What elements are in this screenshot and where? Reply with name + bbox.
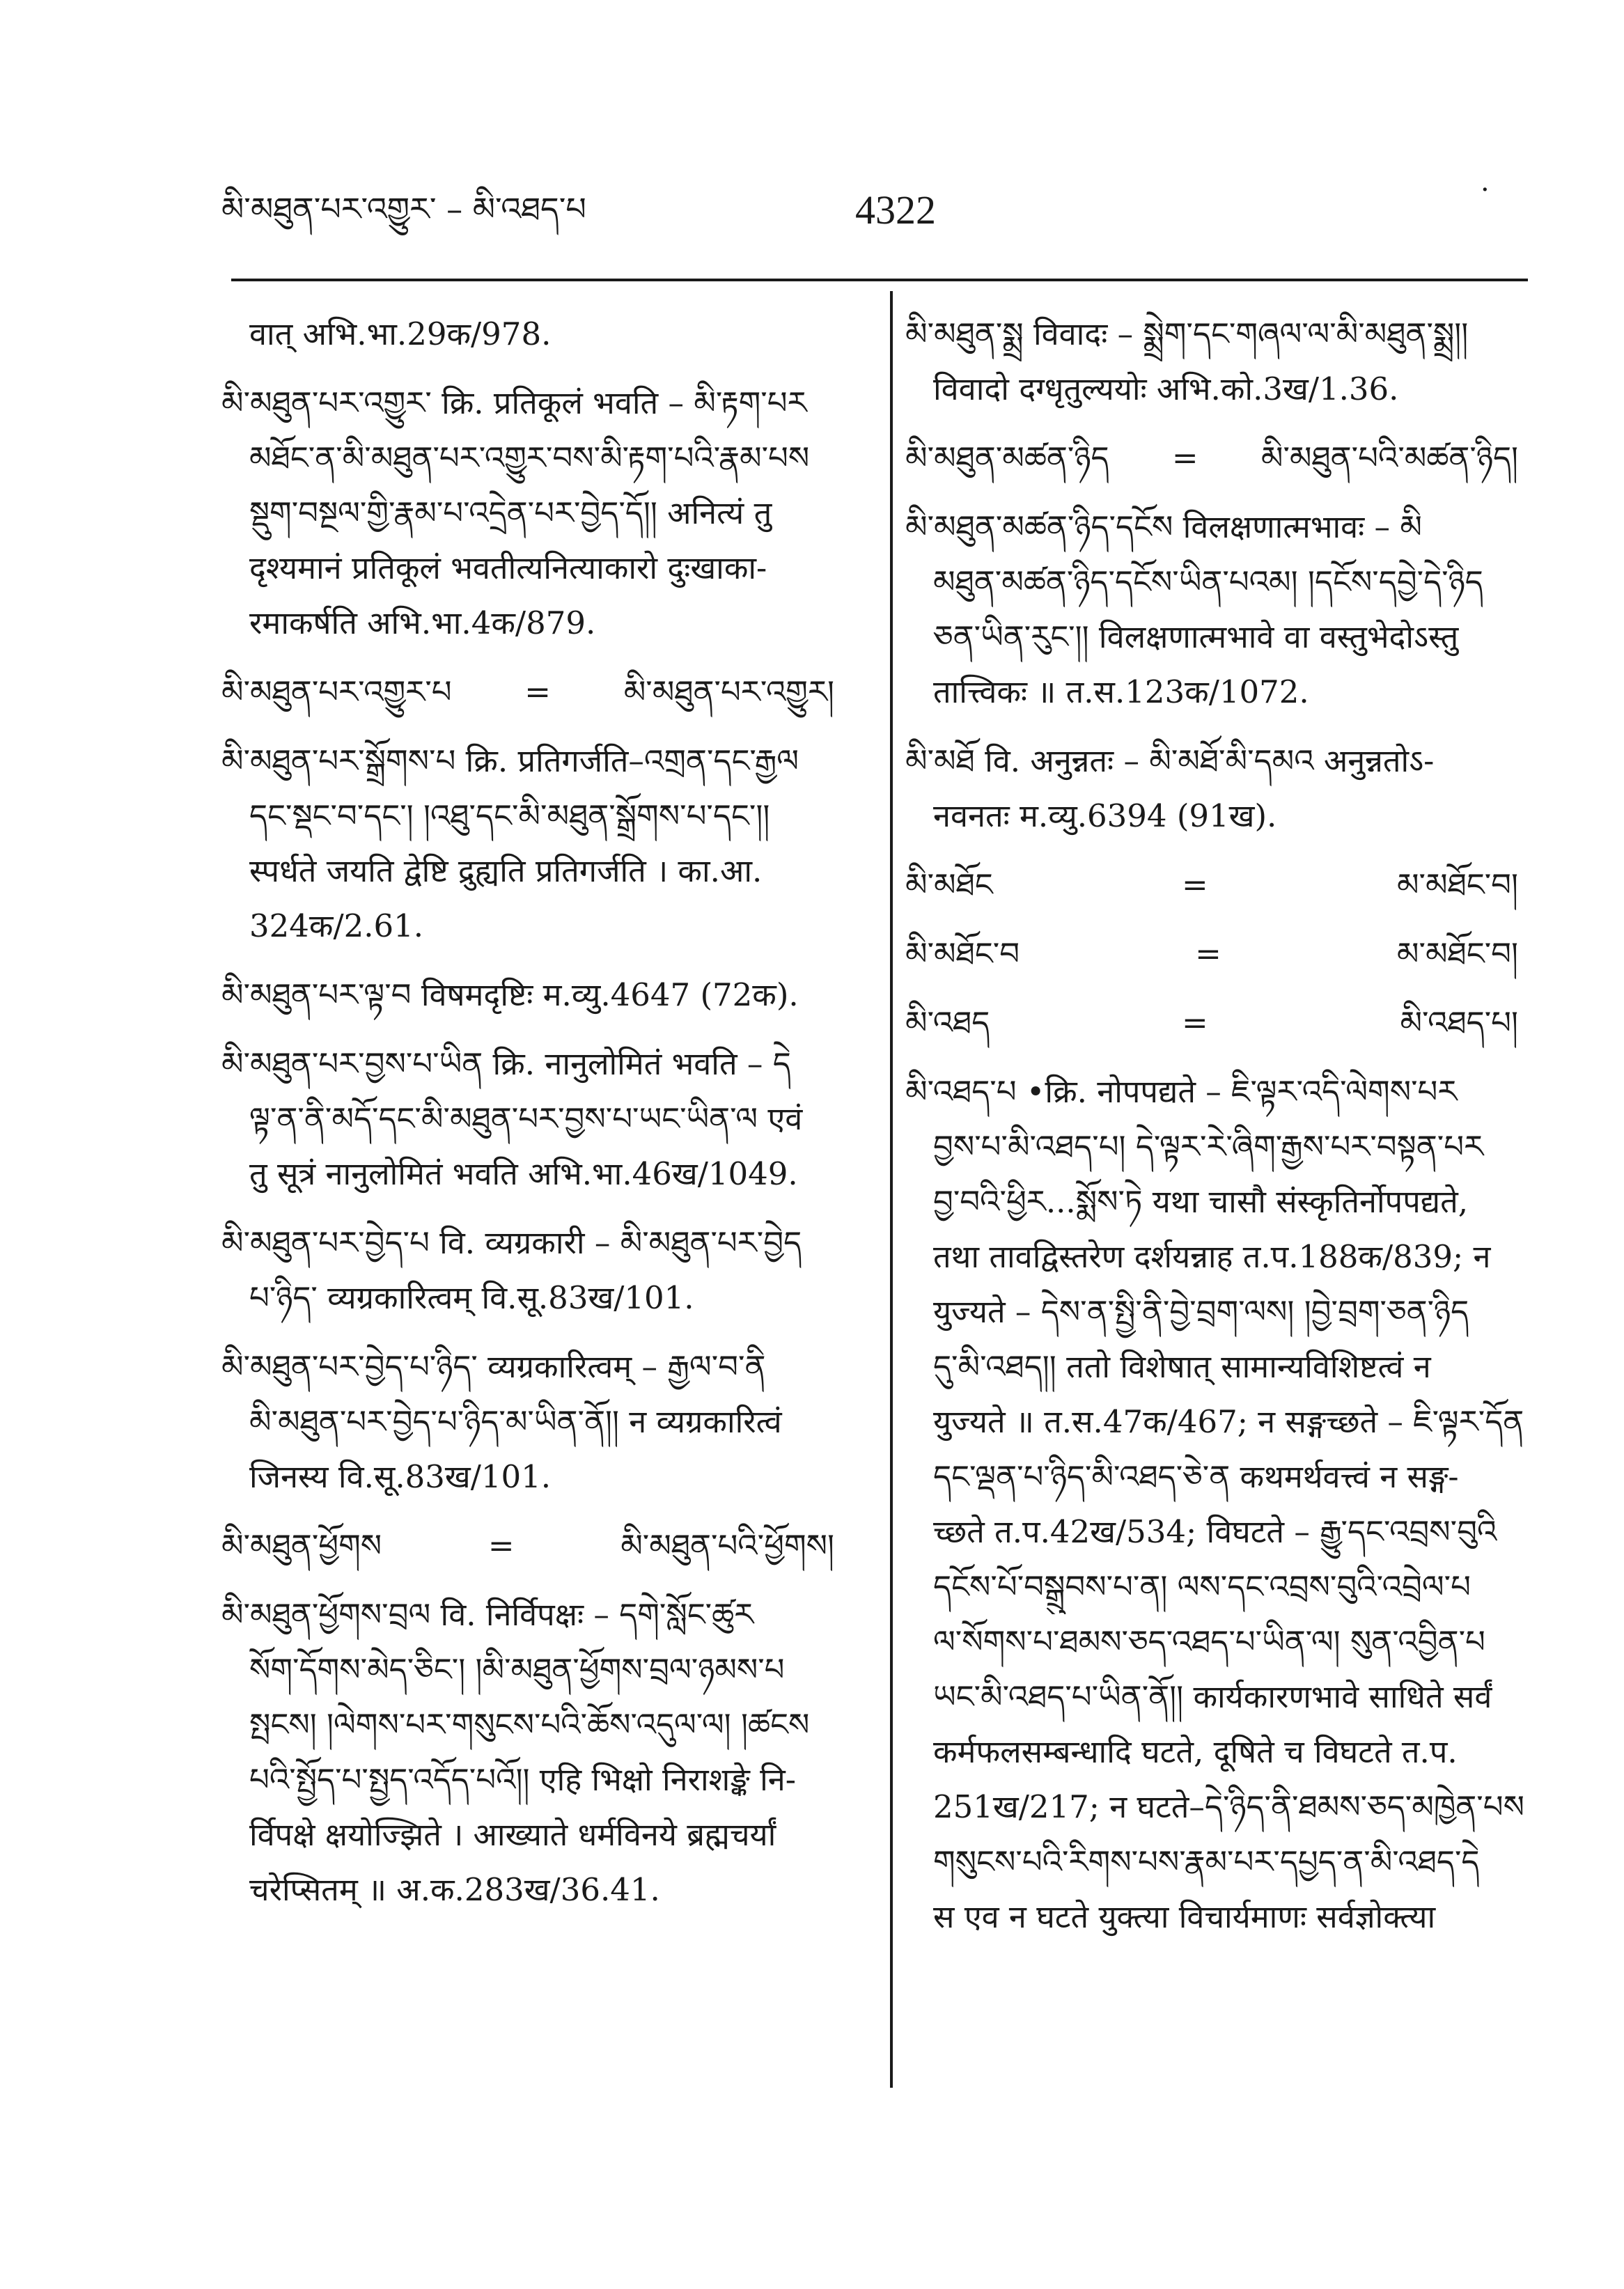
entry-first-line: མི་མཐུན་པར་འགྱུར་ क्रि. प्रतिकूलं भवति – མི་རྟག་པར [221, 384, 807, 421]
headword: མི་མཐོང [905, 866, 993, 903]
entry-line: कर्मफलसम्बन्धादि घटते, दूषिते च विघटते त.प. [933, 1733, 1458, 1770]
dictionary-entry [905, 857, 1546, 912]
equals-sign: = [1182, 866, 1208, 903]
dictionary-entry [221, 375, 862, 650]
page-number: 4322 [855, 187, 936, 233]
entry-first-line: མི་འཐད་པ •क्रि. नोपपद्यते – ཇི་ལྟར་འདི་ལེགས་པར [905, 1073, 1458, 1110]
cross-reference [905, 430, 1546, 485]
equals-sign: = [487, 1527, 515, 1564]
entry-first-line: མི་མཐུན་པར་བྱེད་པ वि. व्यग्रकारी – མི་མཐུན་པར་བྱེད [221, 1224, 802, 1261]
headword: མི་མཐུན་ཕྱོགས [221, 1527, 382, 1564]
entry-line: ལ་སོགས་པ་ཐམས་ཅད་འཐད་པ་ཡིན་ལ། སུན་འབྱིན་པ [933, 1623, 1485, 1660]
cross-reference [905, 926, 1546, 981]
entry-first-line: མི་མཐུན་པར་ལྟ་བ विषमदृष्टिः म.व्यु.4647 (72क). [221, 976, 799, 1013]
entry-line: तथा तावद्विस्तरेण दर्शयन्नाह त.प.188क/839; न [933, 1238, 1491, 1275]
entry-line: ཡང་མི་འཐད་པ་ཡིན་ནོ།། कार्यकारणभावे साधिते सर्वं [933, 1678, 1492, 1715]
dictionary-entry [221, 967, 862, 1022]
entry-line: तात्त्विकः ॥ त.स.123क/1072. [933, 673, 1309, 710]
reference-target: མི་མཐུན་པའི་ཕྱོགས། [620, 1527, 834, 1564]
dictionary-entry [905, 430, 1546, 485]
entry-line: སྡུག་བསྔལ་གྱི་རྣམ་པ་འདྲེན་པར་བྱེད་དོ།། अनित्यं तु [249, 494, 772, 531]
equals-sign: = [1195, 935, 1221, 972]
dictionary-entry [905, 306, 1546, 416]
entry-line: जिनस्य वि.सू.83ख/101. [249, 1458, 552, 1495]
dictionary-entry [905, 926, 1546, 981]
dictionary-entry [221, 1339, 862, 1504]
entry-line: བྱས་པ་མི་འཐད་པ། དེ་ལྟར་རེ་ཞིག་རྒྱས་པར་བསྟན་པར [933, 1128, 1484, 1165]
dictionary-entry [221, 664, 862, 719]
cross-reference [221, 664, 862, 719]
equals-sign: = [524, 673, 552, 710]
dictionary-entry [905, 499, 1546, 719]
entry-first-line: མི་མཐོ वि. अनुन्नतः – མི་མཐོ་མི་དམའ अनुन्नतोऽ- [905, 742, 1435, 779]
left-column [221, 306, 862, 1931]
running-header-right: · [1481, 174, 1490, 206]
reference-target: མི་མཐུན་པར་འགྱུར། [623, 673, 834, 710]
reference-target: མ་མཐོང་བ། [1396, 866, 1518, 903]
cross-reference [905, 857, 1546, 912]
cross-reference [905, 995, 1546, 1050]
entry-line: युज्यते – དེས་ན་སྤྱི་ནི་བྱེ་བྲག་ལས། །བྱེ་བྲག་ཅན་ཉིད [933, 1293, 1469, 1330]
entry-first-line: མི་མཐུན་པར་སྒྲོགས་པ क्रि. प्रतिगर्जति–འགྲན་དང་རྒྱལ [221, 742, 799, 779]
headword: མི་མཐུན་པར་འགྱུར་པ [221, 673, 452, 710]
entry-line: र्विपक्षे क्षयोज्झिते । आख्याते धर्मविनये ब्रह्मचर्यां [249, 1816, 776, 1853]
entry-line: པ་ཉིད་ व्यग्रकारित्वम् वि.सू.83ख/101. [249, 1279, 694, 1316]
entry-line: སོག་དོགས་མེད་ཅིང་། །མི་མཐུན་ཕྱོགས་བྲལ་ཉམས་པ [249, 1651, 785, 1688]
entry-line: स्पर्धते जयति द्वेष्टि द्रुह्यति प्रतिगर्जति । का.आ. [249, 852, 763, 889]
entry-first-line: वात् अभि.भा.29क/978. [249, 315, 552, 352]
header-rule [231, 279, 1528, 281]
cross-reference [221, 1518, 862, 1573]
entry-line: མཐོང་ན་མི་མཐུན་པར་འགྱུར་བས་མི་རྟག་པའི་རྣམ་པས [249, 439, 810, 476]
running-header-left: མི་མཐུན་པར་འགྱུར་ – མི་འཐད་པ [221, 190, 586, 228]
entry-line: 251ख/217; न घटते–དེ་ཉིད་ནི་ཐམས་ཅད་མཁྱེན་པས [933, 1788, 1524, 1825]
entry-line: དང་སྡང་བ་དང་། །འཐུ་དང་མི་མཐུན་སྒྲོགས་པ་དང་།། [249, 797, 770, 834]
entry-line: चरेप्सितम् ॥ अ.क.283ख/36.41. [249, 1871, 660, 1908]
equals-sign: = [1182, 1004, 1208, 1041]
dictionary-entry [221, 1518, 862, 1573]
entry-line: स एव न घटते युक्त्या विचार्यमाणः सर्वज्ञोक्त्या [933, 1898, 1436, 1935]
entry-line: नवनतः म.व्यु.6394 (91ख). [933, 797, 1277, 834]
entry-line: च्छते त.प.42ख/534; विघटते – རྒྱུ་དང་འབྲས་བུའི [933, 1513, 1497, 1550]
dictionary-entry [221, 1215, 862, 1325]
dictionary-entry [905, 733, 1546, 843]
headword: མི་མཐོང་བ [905, 935, 1020, 972]
dictionary-entry [221, 1036, 862, 1201]
entry-line: 324क/2.61. [249, 907, 424, 944]
entry-first-line: མི་མཐུན་པར་བྱེད་པ་ཉིད་ व्यग्रकारित्वम् – རྒྱལ་བ་ནི [221, 1348, 766, 1385]
entry-line: པའི་སྤྱོད་པ་སྤྱད་འདོད་པའོ།། एहि भिक्षो निराशङ्के नि- [249, 1761, 796, 1798]
headword: མི་མཐུན་མཚན་ཉིད [905, 439, 1109, 476]
dictionary-entry [905, 1064, 1546, 1944]
reference-target: མི་འཐད་པ། [1400, 1004, 1518, 1041]
entry-line: तु सूत्रं नानुलोमितं भवति अभि.भा.46ख/1049. [249, 1155, 798, 1192]
entry-line: दृश्यमानं प्रतिकूलं भवतीत्यनित्याकारो दुःखाका- [249, 549, 767, 586]
dictionary-entry [221, 1587, 862, 1917]
entry-line: रमाकर्षति अभि.भा.4क/879. [249, 604, 596, 641]
entry-first-line: མི་མཐུན་ཕྱོགས་བྲལ वि. निर्विपक्षः – དགེ་སློང་ཚུར [221, 1596, 754, 1633]
entry-first-line: མི་མཐུན་མཚན་ཉིད་དངོས विलक्षणात्मभावः – མི [905, 508, 1422, 545]
entry-line: युज्यते ॥ त.स.47क/467; न सङ्गच्छते – ཇི་ལྟར་དོན [933, 1403, 1524, 1440]
entry-line: མི་མཐུན་པར་བྱེད་པ་ཉིད་མ་ཡིན་ནོ།། न व्यग्रकारित्वं [249, 1403, 782, 1440]
equals-sign: = [1171, 439, 1199, 476]
entry-line: དང་ལྡན་པ་ཉིད་མི་འཐད་ཅེ་ན कथमर्थवत्त्वं न सङ्ग- [933, 1458, 1459, 1495]
reference-target: མི་མཐུན་པའི་མཚན་ཉིད། [1260, 439, 1518, 476]
entry-line: विवादो दग्धृतुल्ययोः अभि.को.3ख/1.36. [933, 370, 1399, 407]
entry-line: ཅན་ཡིན་རུང་།། विलक्षणात्मभावे वा वस्तुभेदोऽस्तु [933, 618, 1459, 655]
entry-line: གསུངས་པའི་རིགས་པས་རྣམ་པར་དཔྱད་ན་མི་འཐད་དེ [933, 1843, 1480, 1880]
right-column [905, 306, 1546, 1958]
dictionary-entry [221, 733, 862, 953]
entry-first-line: མི་མཐུན་པར་བྱས་པ་ཡིན क्रि. नानुलोमितं भवति – དེ [221, 1045, 791, 1082]
entry-line: དངོས་པོ་བསྒྲུབས་པ་ན། ལས་དང་འབྲས་བུའི་འབྲེལ་པ [933, 1568, 1471, 1605]
column-divider [890, 291, 893, 2088]
entry-line: སྤངས། །ལེགས་པར་གསུངས་པའི་ཆོས་འདུལ་ལ། །ཚངས [249, 1706, 810, 1743]
entry-line: དུ་མི་འཐད།། ततो विशेषात् सामान्यविशिष्टत्वं न [933, 1348, 1431, 1385]
entry-line: ལྟ་ན་ནི་མདོ་དང་མི་མཐུན་པར་བྱས་པ་ཡང་ཡིན་ལ एवं [249, 1100, 803, 1137]
entry-line: བྱ་བའི་ཕྱིར...སྨོས་ཏེ यथा चासौ संस्कृतिर्नोपपद्यते, [933, 1183, 1469, 1220]
dictionary-entry [221, 306, 862, 361]
entry-first-line: མི་མཐུན་སྨྲ विवादः – སྨྲེག་དང་གཞལ་ལ་མི་མཐུན་སྨྲ།། [905, 315, 1469, 352]
entry-line: མཐུན་མཚན་ཉིད་དངོས་ཡིན་པའམ། །དངོས་དབྱེ་དེ་ཉིད [933, 563, 1483, 600]
dictionary-entry [905, 995, 1546, 1050]
reference-target: མ་མཐོང་བ། [1396, 935, 1518, 972]
headword: མི་འཐད [905, 1004, 990, 1041]
